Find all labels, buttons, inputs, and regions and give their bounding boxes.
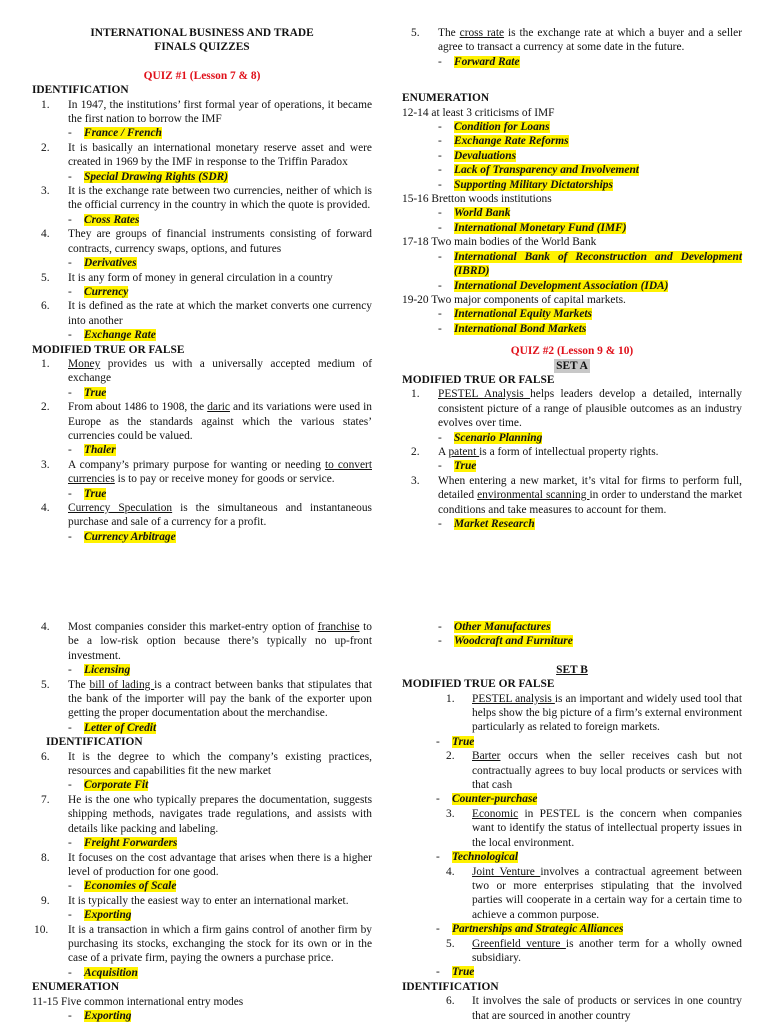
q2-ident-item: 8. It focuses on the cost advantage that arises when there is a higher level of production for one good. - Economies of Scale [41,851,372,893]
enum-group: 17-18 Two main bodies of the World Bank - International Bank of Reconstruction and Development (IBRD) - International Development Association (IDA) [402,236,742,292]
enumeration-heading: ENUMERATION [32,981,120,994]
q2-setb-item: 4. Joint Venture involves a contractual agreement between two or more enterprises stipulating that the involved parties will cooperate in a certain way for a certain time to achieve a common purpose. - Partnerships and Strategic Alliances [436,865,742,936]
q2-ident-item: 10. It is a transaction in which a firm gains control of another firm by purchasing its stocks, exchanging the stock for its own or in the case of a private firm, paying the owners a purchase price. - Acquisition [34,923,372,979]
q2-ident-item: 6. It is the degree to which the company’s existing practices, resources and capabilities fit the new market - Corporate Fit [41,750,372,792]
answer: Lack of Transparency and Involvement [454,164,639,177]
q2-seta-item: 1. PESTEL Analysis helps leaders develop a detailed, internally consistent picture of a range of plausible outcomes as an industry evolves over time. - Scenario Planning [411,388,742,444]
q1-ident-item: 6. It is defined as the rate at which the market converts one currency into another - Exchange Rate [41,300,372,342]
answer: Cross Rates [84,213,140,226]
answer: Woodcraft and Furniture [454,635,573,648]
q1-mtf-item: 2. From about 1486 to 1908, the daric and its variations were used in Europe as the standards against which the various states’ currencies could be valued. - Thaler [41,401,372,457]
q2-setb-item: 1. PESTEL analysis is an important and widely used tool that helps show the big picture of a firm’s external environment particularly as related to foreign markets. - True [436,692,742,748]
enum-label: 11-15 Five common international entry modes [32,995,244,1008]
answer: World Bank [454,207,511,220]
enum-group: 12-14 at least 3 criticisms of IMF - Condition for Loans - Exchange Rate Reforms - Devaluations - Lack of Transparency and Involvement - Supporting Military Dictatorships [402,106,639,191]
mtf-heading: MODIFIED TRUE OR FALSE [402,373,555,386]
quiz1-right-column [402,26,742,531]
answer: Letter of Credit [84,721,157,734]
set-b-label: SET B [556,663,588,676]
q2-ident-item: 7. He is the one who typically prepares the documentation, suggests shipping methods, navigates trade regulations, and assists with details like packing and labeling. - Freight Forwarders [41,793,372,850]
mtf-heading: MODIFIED TRUE OR FALSE [32,343,185,356]
q1-mtf-item: 3. A company’s primary purpose for wanting or needing to convert currencies is to pay or receive money for goods or service. - True [41,458,372,500]
answer: Exchange Rate [84,329,156,342]
answer: Licensing [84,664,131,677]
answer: Freight Forwarders [84,837,178,850]
answer: Supporting Military Dictatorships [454,178,613,191]
q2-setb-item: 2. Barter occurs when the seller receives cash but not contractually agrees to buy local products or services with that cash - Counter-purchase [436,750,742,806]
quiz2-left-column: 4. Most companies consider this market-entry option of franchise to be a low-risk option because there’s typically no up-front investment. - Licensing 5. The bill of lading is a contract between banks that stipulates that the bank of the importer will pay the bank of the exporter upon getting the proper documentation about the merchandise. - Letter of Credit IDENTIFICATION 6. It is the degree to which the company’s existing practices, resources and capabilities fit the new market - Corporate Fit 7. He is the one who typically prepares the documentation, suggests shipping methods, navigates trade regulations, and assists with details like packing and labeling. - Freight Forwarders 8. It focuses on the cost advantage that arises when there is a higher level of production for one good. - Economies of Scale 9. It is typically the easiest way to enter an international market. - Exporting 10. It is a transaction in which a firm gains control of another firm by purchasing its stocks, exchanging the stock for its own or in the case of a private firm, paying the owners a purchase price. - Acquisition ENUMERATION 11-15 Five common international entry modes - Exporting [32,621,372,1022]
document-subtitle: FINALS QUIZZES [154,41,250,54]
answer: Counter-purchase [452,793,538,806]
answer: Acquisition [84,966,138,979]
q1-ident-item: 3. It is the exchange rate between two currencies, neither of which is the official currency in the country in which the quote is provided. - Cross Rates [41,185,372,226]
answer: True [452,735,475,748]
answer: Currency [84,285,129,298]
q2-seta-item: 3. When entering a new market, it’s vital for firms to perform full, detailed environmental scanning in order to understand the market conditions and take measures to account for them. - Market Research [411,474,742,530]
answer: Exporting [84,909,132,922]
q1-mtf-item: 1. Money provides us with a universally accepted medium of exchange - True [41,357,372,399]
q1-mtf-item: 5. The cross rate is the exchange rate at which a buyer and a seller agree to transact a currency at some date in the future. - Forward Rate [411,27,742,68]
q1-ident-item: 5. It is any form of money in general circulation in a country - Currency [41,271,333,298]
q1-ident-item: 2. It is basically an international monetary reserve asset and were created in 1969 by the IMF in response to the Triffin Paradox - Special Drawing Rights (SDR) [41,141,372,183]
q2-setb-item: 5. Greenfield venture is another term for a wholly owned subsidiary. - True [436,937,742,979]
answer: Other Manufactures [454,621,551,633]
answer: International Bank of Reconstruction and Development (IBRD) [454,250,742,278]
answer: True [452,966,475,979]
answer: True [454,460,477,473]
q1-ident-item: 1. In 1947, the institutions’ first formal year of operations, it became the first nation to borrow the IMF - France / French [41,98,372,140]
answer: Derivatives [84,257,137,270]
q2-setb-item: 3. Economic in PESTEL is the concern when companies want to identify the status of intellectual property issues in the local environment. - Technological [436,807,742,864]
answer: Exporting [84,1009,132,1022]
answer: Partnerships and Strategic Alliances [452,923,624,936]
q2-mtf-item: 4. Most companies consider this market-entry option of franchise to be a low-risk option because there’s typically no up-front investment. - Licensing [41,621,372,677]
answer: Forward Rate [454,55,520,68]
q2-mtf-item: 5. The bill of lading is a contract between banks that stipulates that the bank of the importer will pay the bank of the exporter upon getting the proper documentation about the merchandise. - Letter of Credit [41,678,372,734]
answer: Thaler [84,444,116,457]
answer: International Monetary Fund (IMF) [454,221,627,234]
answer: Economies of Scale [84,880,177,893]
answer: Special Drawing Rights (SDR) [84,170,228,183]
set-a-label: SET A [556,359,588,372]
enum-group: 19-20 Two major components of capital markets. - International Equity Markets - International Bond Markets [402,293,626,335]
identification-heading: IDENTIFICATION [402,980,499,993]
answer: Corporate Fit [84,779,149,792]
quiz1-left-column [32,26,372,544]
answer: Currency Arbitrage [84,530,176,543]
mtf-heading: MODIFIED TRUE OR FALSE [402,678,555,691]
quiz1-heading: QUIZ #1 (Lesson 7 & 8) [143,69,261,82]
answer: Market Research [454,518,535,530]
identification-heading: IDENTIFICATION [46,736,143,749]
q1-mtf-item: 4. Currency Speculation is the simultaneous and instantaneous purchase and sale of a currency for a profit. - Currency Arbitrage [41,502,372,543]
answer: Technological [452,851,519,864]
q1-ident-item: 4. They are groups of financial instruments consisting of forward contracts, currency swaps, options, and futures - Derivatives [41,228,372,270]
quiz2-heading: QUIZ #2 (Lesson 9 & 10) [510,345,634,358]
answer: France / French [84,127,162,140]
enumeration-heading: ENUMERATION [402,92,490,105]
document-title: INTERNATIONAL BUSINESS AND TRADE [90,27,314,39]
answer: True [84,386,107,399]
enum-group: 15-16 Bretton woods institutions - World Bank - International Monetary Fund (IMF) [402,193,627,234]
q2-ident-item: 9. It is typically the easiest way to enter an international market. - Exporting [41,894,349,922]
answer: International Bond Markets [454,322,587,335]
answer: International Development Association (IDA) [454,279,669,292]
answer: Scenario Planning [454,431,543,444]
quiz2-right-column: - Other Manufactures - Woodcraft and Furniture SET B MODIFIED TRUE OR FALSE 1. PESTEL analysis is an important and widely used tool that helps show the big picture of a firm’s external environment particularly as related to foreign markets. - True 2. Barter occurs when the seller receives cash but not contractually agrees to buy local products or services with that cash - Counter-purchase 3. Economic in PESTEL is the concern when companies want to identify the status of intellectual property issues in the local environment. - Technological 4. Joint Venture involves a contractual agreement between two or more enterprises stipulating that the involved parties will cooperate in a certain way for a certain time to achieve a common purpose. - Partnerships and Strategic Alliances 5. Greenfield venture is another term for a wholly owned subsidiary. - True IDENTIFICATION 6. It involves the sale of products or services in one country that are sourced in another country [402,621,742,1022]
answer: True [84,487,107,500]
answer: Condition for Loans [454,121,550,134]
q2-seta-item: 2. A patent is a form of intellectual property rights. - True [411,445,659,473]
identification-heading: IDENTIFICATION [32,84,129,97]
answer: Exchange Rate Reforms [454,135,569,148]
answer: International Equity Markets [454,308,592,321]
answer: Devaluations [454,149,517,162]
q2-ident-item: 6. It involves the sale of products or services in one country that are sourced in another country [446,995,742,1022]
